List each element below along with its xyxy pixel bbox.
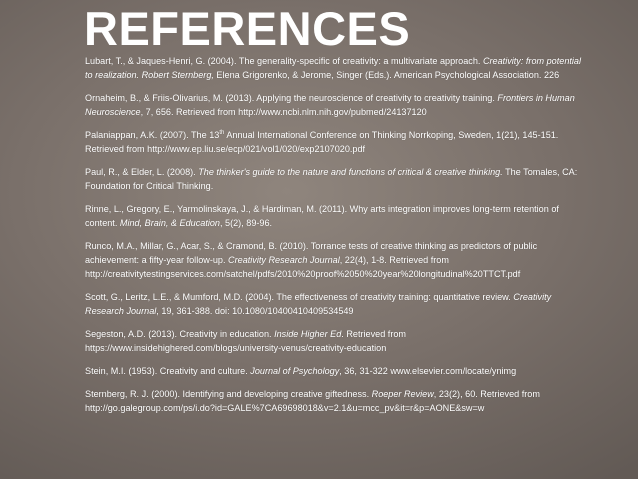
reference-entry [85,91,590,119]
reference-entry [85,364,590,378]
slide-title: REFERENCES [84,2,411,55]
italic-text: Inside Higher Ed [274,329,342,339]
italic-text: Creativity Research Journal [85,292,552,316]
reference-text: , 19, 361-388. doi: 10.1080/10400410409534549 [156,306,354,316]
reference-text: Runco, M.A., Millar, G., Acar, S., & Cramond, B. (2010). Torrance tests of creative thinking as predictors of public achievement: a fifty-year follow-up. [85,241,538,265]
reference-entry [85,290,590,318]
reference-text: Palaniappan, A.K. (2007). The 13 [85,130,220,140]
reference-text: . Retrieved from https://www.insidehighered.com/blogs/university-venus/creativity-education [85,329,406,353]
reference-text: Segeston, A.D. (2013). Creativity in education. [85,329,275,339]
reference-entry [85,387,590,415]
reference-text: Annual International Conference on Thinking Norrkoping, Sweden, 1(21), 145-151. Retrieved from http://www.ep.liu.se/ecp/021/vol1/020/exp2107020.pdf [85,130,559,154]
italic-text: Mind, Brain, & Education [119,218,220,228]
italic-text: Journal of Psychology [250,366,340,376]
reference-text: , 36, 31-322 www.elsevier.com/locate/ynimg [339,366,517,376]
reference-text: Rinne, L., Gregory, E., Yarmolinskaya, J., & Hardiman, M. (2011). Why arts integration improves long-term retention of content. [85,204,559,228]
italic-text: Frontiers in Human Neuroscience [85,93,575,117]
reference-text: Paul, R., & Elder, L. (2008). [85,167,199,177]
reference-text: Elena Grigorenko, & Jerome, Singer (Eds.). American Psychological Association. 226 [213,70,560,80]
reference-text: , 5(2), 89-96. [219,218,273,228]
reference-text: , 23(2), 60. Retrieved from http://go.galegroup.com/ps/i.do?id=GALE%7CA69698018&v=2.1&u=mcc_pv&it=r&p=AONE&sw=w [85,389,540,413]
italic-text: Roeper Review [371,389,434,399]
reference-entry [85,239,590,281]
reference-text: Sternberg, R. J. (2000). Identifying and developing creative giftedness. [85,389,372,399]
reference-text: Scott, G., Leritz, L.E., & Mumford, M.D. (2004). The effectiveness of creativity training: quantitative review. [85,292,514,302]
italic-text: Creativity: from potential to realization. Robert Sternberg, [85,56,581,80]
italic-text: Creativity Research Journal [228,255,340,265]
reference-entry [85,327,590,355]
superscript-text: th [219,129,225,136]
reference-entry [85,165,590,193]
reference-text: , 22(4), 1-8. Retrieved from http://creativitytestingservices.com/satchel/pdfs/2010%20proof%2050%20year%20longitudinal%20TTCT.pdf [85,255,521,279]
reference-text: Ornaheim, B., & Friis-Olivarius, M. (2013). Applying the neuroscience of creativity to creativity training. [85,93,498,103]
reference-text: Lubart, T., & Jaques-Henri, G. (2004). The generality-specific of creativity: a multivariate approach. [85,56,483,66]
reference-entry [85,202,590,230]
reference-text: The Tomales, CA: Foundation for Critical Thinking. [85,167,578,191]
italic-text: The thinker's guide to the nature and functions of critical & creative thinking. [198,167,503,177]
reference-entry [85,128,590,156]
reference-entry [85,54,590,82]
reference-text: Stein, M.I. (1953). Creativity and culture. [85,366,251,376]
reference-text: , 7, 656. Retrieved from http://www.ncbi.nlm.nih.gov/pubmed/24137120 [140,107,427,117]
reference-list [85,54,590,424]
